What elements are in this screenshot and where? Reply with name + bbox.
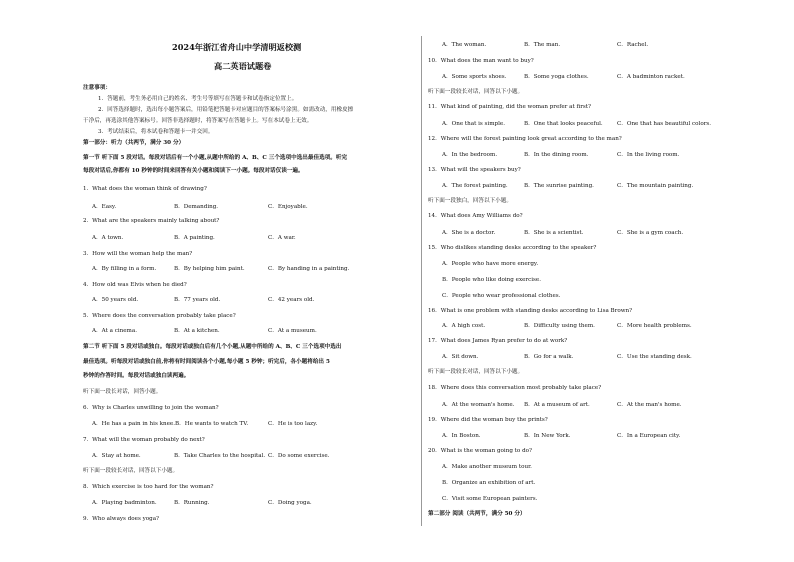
question-18: 18．Where does this conversation most probably take place? xyxy=(428,385,602,391)
listen-instruction-11: 听下面一段较长对话，回答以下小题。 xyxy=(428,89,524,95)
q8-option-c: C．Doing yoga. xyxy=(268,500,312,506)
question-8: 8．Which exercise is too hard for the woman? xyxy=(83,484,214,490)
question-11: 11．What kind of painting, did the woman prefer at first? xyxy=(428,104,591,110)
section2-instruction-1: 第二节 听下面 5 段对话或独白。每段对话或独白后有几个小题,从题中所给的 A、B、C 三个选项中选出 xyxy=(83,344,342,350)
question-2: 2．What are the speakers mainly talking about? xyxy=(83,218,220,224)
q16-option-b: B．Difficulty using them. xyxy=(524,323,595,329)
q19-option-b: B．In New York. xyxy=(524,433,571,439)
q11-option-a: A．One that is simple. xyxy=(442,121,505,127)
note-1: 1．答题前，考生务必用自己的姓名、考生号等填写在答题卡和试卷指定位置上。 xyxy=(98,96,298,102)
q2-option-c: C．A war. xyxy=(268,235,296,241)
q16-option-c: C．More health problems. xyxy=(617,323,692,329)
q5-option-c: C．At a museum. xyxy=(268,328,317,334)
q11-option-b: B．One that looks peaceful. xyxy=(524,121,603,127)
q7-option-b: B．Take Charles to the hospital. xyxy=(174,453,266,459)
question-16: 16．What is one problem with standing desks according to Lisa Brown? xyxy=(428,308,633,314)
question-13: 13．What will the speakers buy? xyxy=(428,167,521,173)
q19-option-a: A．In Boston. xyxy=(442,433,481,439)
q15-option-a: A．People who have more energy. xyxy=(442,261,539,267)
q15-option-c: C．People who wear professional clothes. xyxy=(442,293,561,299)
q16-option-a: A．A high cost. xyxy=(442,323,486,329)
section2-instruction-3: 秒钟的作答时间。每段对话或独白读两遍。 xyxy=(83,373,190,379)
listen-instruction-6: 听下面一段长对话，回答小题。 xyxy=(83,389,162,395)
q20-option-b: B．Organize an exhibition of art. xyxy=(442,480,536,486)
q4-option-b: B．77 years old. xyxy=(174,297,221,303)
question-1: 1．What does the woman think of drawing? xyxy=(83,186,207,192)
question-9: 9．Who always does yoga? xyxy=(83,516,160,522)
q7-option-c: C．Do some exercise. xyxy=(268,453,330,459)
q6-option-ab: A．He has a pain in his knee.B．He wants to watch TV. xyxy=(92,421,249,427)
question-3: 3．How will the woman help the man? xyxy=(83,251,193,257)
q20-option-a: A．Make another museum tour. xyxy=(442,464,532,470)
q14-option-a: A．She is a doctor. xyxy=(442,230,496,236)
q17-option-a: A．Sit down. xyxy=(442,354,479,360)
q2-option-b: B．A painting. xyxy=(174,235,215,241)
q14-option-c: C．She is a gym coach. xyxy=(617,230,684,236)
q13-option-b: B．The sunrise painting. xyxy=(524,183,594,189)
question-7: 7．What will the woman probably do next? xyxy=(83,437,205,443)
exam-title: 2024年浙江省舟山中学清明返校测 xyxy=(172,42,302,52)
q3-option-c: C．By handing in a painting. xyxy=(268,266,350,272)
q11-option-c: C．One that has beautiful colors. xyxy=(617,121,712,127)
note-2a: 2．回答选择题时，选出每小题答案后，用铅笔把答题卡对应题目的答案标号涂黑。如需改动，用橡皮擦 xyxy=(98,107,354,113)
q3-option-b: B．By helping him paint. xyxy=(174,266,245,272)
q1-option-b: B．Demanding. xyxy=(174,204,219,210)
q9-option-b: B．The man. xyxy=(524,42,561,48)
part2-heading: 第二部分 阅读（共两节，满分 50 分） xyxy=(428,511,526,517)
question-6: 6．Why is Charles unwilling to join the woman? xyxy=(83,405,219,411)
q4-option-a: A．50 years old. xyxy=(92,297,139,303)
q17-option-c: C．Use the standing desk. xyxy=(617,354,692,360)
q10-option-b: B．Some yoga clothes. xyxy=(524,74,589,80)
note-3: 3．考试结束后，将本试卷和答题卡一并交回。 xyxy=(98,129,214,135)
question-19: 19．Where did the woman buy the prints? xyxy=(428,417,548,423)
part1-heading: 第一部分：听力（共两节，满分 30 分） xyxy=(83,140,185,146)
q2-option-a: A．A town. xyxy=(92,235,124,241)
q17-option-b: B．Go for a walk. xyxy=(524,354,574,360)
section1-instruction-a: 第一节 听下面 5 段对话。每段对话后有一个小题,从题中所给的 A、B、C 三个选项中选出最佳选项。听完 xyxy=(83,155,348,161)
q12-option-a: A．In the bedroom. xyxy=(442,152,498,158)
question-20: 20．What is the woman going to do? xyxy=(428,448,533,454)
question-10: 10．What does the man want to buy? xyxy=(428,58,534,64)
q9-option-a: A．The woman. xyxy=(442,42,487,48)
listen-instruction-18: 听下面一段较长对话，回答以下小题。 xyxy=(428,369,524,375)
question-14: 14．What does Amy Williams do? xyxy=(428,213,523,219)
q20-option-c: C．Visit some European painters. xyxy=(442,496,538,502)
q18-option-c: C．At the man's home. xyxy=(617,402,682,408)
question-5: 5．Where does the conversation probably take place? xyxy=(83,313,236,319)
question-15: 15．Who dislikes standing desks according to the speaker? xyxy=(428,245,597,251)
q3-option-a: A．By filling in a form. xyxy=(92,266,157,272)
q7-option-a: A．Stay at home. xyxy=(92,453,141,459)
notes-heading: 注意事项： xyxy=(83,85,111,91)
q5-option-a: A．At a cinema. xyxy=(92,328,137,334)
note-2b: 干净后，再选涂其他答案标号。回答非选择题时，将答案写在答题卡上。写在本试卷上无效。 xyxy=(83,118,313,124)
q10-option-c: C．A badminton racket. xyxy=(617,74,685,80)
q1-option-a: A．Easy. xyxy=(92,204,117,210)
question-17: 17．What does James Ryan prefer to do at work? xyxy=(428,338,568,344)
q13-option-c: C．The mountain painting. xyxy=(617,183,694,189)
question-4: 4．How old was Elvis when he died? xyxy=(83,282,187,288)
q18-option-b: B．At a museum of art. xyxy=(524,402,590,408)
column-divider xyxy=(421,36,422,526)
q13-option-a: A．The forest painting. xyxy=(442,183,508,189)
q4-option-c: C．42 years old. xyxy=(268,297,315,303)
q6-option-c: C．He is too lazy. xyxy=(268,421,318,427)
section1-instruction-b: 每段对话后,你都有 10 秒钟的时间来回答有关小题和阅读下一小题。每段对话仅读一遍。 xyxy=(83,168,304,174)
q5-option-b: B．At a kitchen. xyxy=(174,328,220,334)
q10-option-a: A．Some sports shoes. xyxy=(442,74,507,80)
q8-option-b: B．Running. xyxy=(174,500,210,506)
q14-option-b: B．She is a scientist. xyxy=(524,230,584,236)
exam-subtitle: 高二英语试题卷 xyxy=(214,61,272,71)
q9-option-c: C．Rachel. xyxy=(617,42,649,48)
q18-option-a: A．At the woman's home. xyxy=(442,402,515,408)
listen-instruction-8: 听下面一段较长对话，回答以下小题。 xyxy=(83,468,179,474)
q8-option-a: A．Playing badminton. xyxy=(92,500,157,506)
q1-option-c: C．Enjoyable. xyxy=(268,204,308,210)
q19-option-c: C．In a European city. xyxy=(617,433,681,439)
q12-option-b: B．In the dining room. xyxy=(524,152,589,158)
q15-option-b: B．People who like doing exercise. xyxy=(442,277,541,283)
listen-instruction-14: 听下面一段独白，回答以下小题。 xyxy=(428,198,512,204)
q12-option-c: C．In the living room. xyxy=(617,152,680,158)
question-12: 12．Where will the forest painting look great according to the man? xyxy=(428,136,622,142)
section2-instruction-2: 最佳选项。听每段对话或独白前,你将有时间阅读各个小题,每小题 5 秒钟；听完后，各小题将给出 5 xyxy=(83,359,330,365)
